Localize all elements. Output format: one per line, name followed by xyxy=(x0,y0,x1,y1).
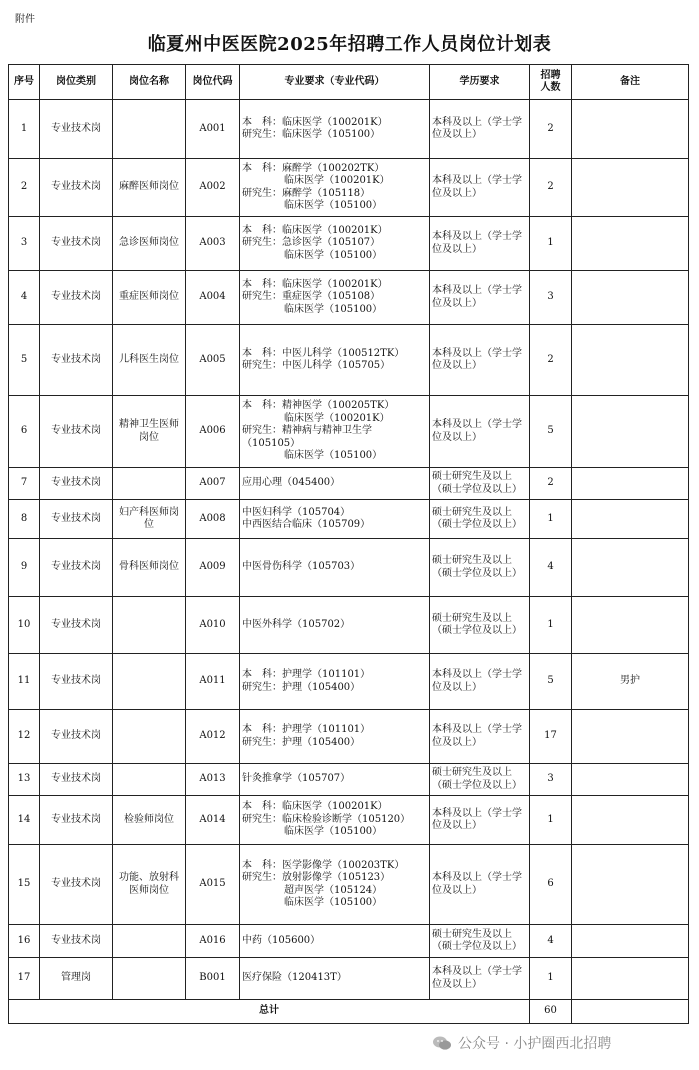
cell-count: 2 xyxy=(530,159,572,217)
major-line: 本 科：医学影像学（100203TK） xyxy=(242,859,405,871)
cell-name: 儿科医生岗位 xyxy=(113,325,186,396)
cell-name: 急诊医师岗位 xyxy=(113,217,186,271)
cell-seq: 8 xyxy=(9,500,40,539)
cell-major xyxy=(240,468,430,500)
cell-code: A012 xyxy=(186,710,240,764)
cell-type: 专业技术岗 xyxy=(40,845,113,925)
cell-major xyxy=(240,764,430,796)
total-label: 总计 xyxy=(9,1000,530,1024)
major-line: 研究生：精神病与精神卫生学 xyxy=(242,425,372,437)
edu-line: （硕士学位及以上） xyxy=(432,779,522,791)
major-line: 本 科：精神医学（100205TK） xyxy=(242,400,395,412)
cell-type: 专业技术岗 xyxy=(40,539,113,597)
header-seq: 序号 xyxy=(9,65,40,100)
cell-count: 2 xyxy=(530,468,572,500)
major-line: 研究生：临床检验诊断学（105120） xyxy=(242,813,411,825)
cell-code: B001 xyxy=(186,958,240,1000)
cell-edu xyxy=(430,539,530,597)
cell-note xyxy=(572,845,689,925)
major-line: 临床医学（105100） xyxy=(284,303,383,315)
cell-edu xyxy=(430,271,530,325)
watermark-text: 公众号 · 小护圈西北招聘 xyxy=(458,1036,612,1052)
cell-type: 管理岗 xyxy=(40,958,113,1000)
cell-name xyxy=(113,710,186,764)
cell-note xyxy=(572,597,689,654)
cell-major xyxy=(240,796,430,845)
major-line: 临床医学（105100） xyxy=(284,450,383,462)
cell-name: 重症医师岗位 xyxy=(113,271,186,325)
cell-seq: 17 xyxy=(9,958,40,1000)
cell-count: 4 xyxy=(530,925,572,958)
cell-seq: 13 xyxy=(9,764,40,796)
cell-edu xyxy=(430,159,530,217)
edu-line: 位及以上） xyxy=(432,243,482,255)
cell-type: 专业技术岗 xyxy=(40,710,113,764)
cell-major xyxy=(240,325,430,396)
cell-name: 骨科医师岗位 xyxy=(113,539,186,597)
cell-code: A002 xyxy=(186,159,240,217)
cell-edu xyxy=(430,845,530,925)
major-line: 本 科：护理学（101101） xyxy=(242,669,371,680)
edu-line: 本科及以上（学士学 xyxy=(432,347,522,359)
cell-code: A009 xyxy=(186,539,240,597)
edu-line: 位及以上） xyxy=(432,297,482,309)
cell-major xyxy=(240,845,430,925)
cell-code: A007 xyxy=(186,468,240,500)
cell-note xyxy=(572,468,689,500)
cell-code: A005 xyxy=(186,325,240,396)
cell-type: 专业技术岗 xyxy=(40,500,113,539)
total-count: 60 xyxy=(530,1000,572,1024)
table-row xyxy=(9,325,689,396)
cell-count: 5 xyxy=(530,396,572,468)
major-line: 研究生：护理（105400） xyxy=(242,681,361,693)
cell-seq: 11 xyxy=(9,654,40,710)
table-row xyxy=(9,500,689,539)
cell-type: 专业技术岗 xyxy=(40,654,113,710)
edu-line: 位及以上） xyxy=(432,187,482,199)
cell-note xyxy=(572,710,689,764)
major-line: 研究生：急诊医学（105107） xyxy=(242,237,381,249)
major-line: 研究生：重症医学（105108） xyxy=(242,291,381,303)
edu-line: 本科及以上（学士学 xyxy=(432,419,522,430)
cell-edu xyxy=(430,796,530,845)
cell-edu xyxy=(430,925,530,958)
cell-edu xyxy=(430,654,530,710)
cell-code: A008 xyxy=(186,500,240,539)
cell-count: 1 xyxy=(530,796,572,845)
table-row xyxy=(9,468,689,500)
major-line: 本 科：中医儿科学（100512TK） xyxy=(242,347,405,359)
cell-major xyxy=(240,597,430,654)
cell-name: 麻醉医师岗位 xyxy=(113,159,186,217)
table-row xyxy=(9,845,689,925)
cell-seq: 5 xyxy=(9,325,40,396)
cell-name xyxy=(113,764,186,796)
major-line: 研究生：临床医学（105100） xyxy=(242,129,381,140)
edu-line: （硕士学位及以上） xyxy=(432,519,522,530)
cell-name xyxy=(113,100,186,159)
cell-type: 专业技术岗 xyxy=(40,100,113,159)
cell-seq: 2 xyxy=(9,159,40,217)
cell-name: 妇产科医师岗位 xyxy=(113,500,186,539)
cell-count: 1 xyxy=(530,217,572,271)
cell-code: A011 xyxy=(186,654,240,710)
cell-count: 2 xyxy=(530,100,572,159)
edu-line: 硕士研究生及以上 xyxy=(432,471,512,482)
cell-count: 1 xyxy=(530,597,572,654)
major-line: 中医外科学（105702） xyxy=(242,618,351,630)
cell-count: 5 xyxy=(530,654,572,710)
cell-type: 专业技术岗 xyxy=(40,217,113,271)
cell-major xyxy=(240,539,430,597)
table-row xyxy=(9,100,689,159)
wechat-icon xyxy=(432,1035,452,1051)
table-row xyxy=(9,764,689,796)
cell-name xyxy=(113,654,186,710)
cell-edu xyxy=(430,468,530,500)
cell-seq: 6 xyxy=(9,396,40,468)
cell-note xyxy=(572,539,689,597)
edu-line: 本科及以上（学士学 xyxy=(432,966,522,977)
cell-code: A003 xyxy=(186,217,240,271)
cell-edu xyxy=(430,396,530,468)
cell-type: 专业技术岗 xyxy=(40,468,113,500)
cell-note xyxy=(572,271,689,325)
edu-line: （硕士学位及以上） xyxy=(432,941,522,952)
major-line: 中西医结合临床（105709） xyxy=(242,519,371,530)
cell-edu xyxy=(430,325,530,396)
cell-seq: 10 xyxy=(9,597,40,654)
cell-major xyxy=(240,159,430,217)
table-row xyxy=(9,654,689,710)
page-title: 临夏州中医医院2025年招聘工作人员岗位计划表 xyxy=(147,34,552,55)
cell-code: A013 xyxy=(186,764,240,796)
major-line: 临床医学（105100） xyxy=(284,826,383,838)
cell-note xyxy=(572,325,689,396)
edu-line: 本科及以上（学士学 xyxy=(432,669,522,680)
edu-line: 硕士研究生及以上 xyxy=(432,767,512,778)
major-line: 临床医学（105100） xyxy=(284,200,383,211)
attachment-label: 附件 xyxy=(15,14,35,25)
cell-count: 4 xyxy=(530,539,572,597)
cell-count: 3 xyxy=(530,271,572,325)
header-name: 岗位名称 xyxy=(113,65,186,100)
cell-major xyxy=(240,217,430,271)
edu-line: 位及以上） xyxy=(432,978,482,990)
cell-code: A015 xyxy=(186,845,240,925)
major-line: 中医妇科学（105704） xyxy=(242,506,351,518)
edu-line: 位及以上） xyxy=(432,884,482,896)
cell-major xyxy=(240,958,430,1000)
header-code: 岗位代码 xyxy=(186,65,240,100)
cell-name xyxy=(113,468,186,500)
edu-line: 硕士研究生及以上 xyxy=(432,555,512,566)
table-row xyxy=(9,597,689,654)
edu-line: 本科及以上（学士学 xyxy=(432,285,522,296)
header-note: 备注 xyxy=(572,65,689,100)
major-line: 本 科：麻醉学（100202TK） xyxy=(242,162,385,174)
edu-line: 硕士研究生及以上 xyxy=(432,612,512,624)
cell-code: A010 xyxy=(186,597,240,654)
cell-type: 专业技术岗 xyxy=(40,597,113,654)
cell-edu xyxy=(430,500,530,539)
cell-name xyxy=(113,597,186,654)
edu-line: 位及以上） xyxy=(432,736,482,748)
watermark xyxy=(432,1031,694,1055)
table-row xyxy=(9,159,689,217)
cell-code: A016 xyxy=(186,925,240,958)
major-line: 本 科：临床医学（100201K） xyxy=(242,116,388,128)
cell-major xyxy=(240,500,430,539)
cell-major xyxy=(240,396,430,468)
cell-count: 2 xyxy=(530,325,572,396)
cell-code: A014 xyxy=(186,796,240,845)
table-header-row xyxy=(9,65,689,100)
cell-seq: 1 xyxy=(9,100,40,159)
cell-major xyxy=(240,654,430,710)
cell-type: 专业技术岗 xyxy=(40,159,113,217)
table-row xyxy=(9,396,689,468)
cell-seq: 12 xyxy=(9,710,40,764)
cell-count: 3 xyxy=(530,764,572,796)
cell-count: 1 xyxy=(530,958,572,1000)
edu-line: 位及以上） xyxy=(432,129,482,140)
major-line: 研究生：放射影像学（105123） xyxy=(242,872,391,883)
cell-note xyxy=(572,925,689,958)
cell-type: 专业技术岗 xyxy=(40,271,113,325)
cell-name: 精神卫生医师岗位 xyxy=(113,396,186,468)
major-line: 中医骨伤科学（105703） xyxy=(242,561,361,573)
cell-note xyxy=(572,217,689,271)
cell-edu xyxy=(430,597,530,654)
edu-line: 本科及以上（学士学 xyxy=(432,872,522,883)
cell-major xyxy=(240,271,430,325)
major-line: 应用心理（045400） xyxy=(242,477,341,489)
cell-seq: 4 xyxy=(9,271,40,325)
major-line: 中药（105600） xyxy=(242,934,321,946)
cell-code: A004 xyxy=(186,271,240,325)
table-row xyxy=(9,796,689,845)
cell-major xyxy=(240,710,430,764)
edu-line: 位及以上） xyxy=(432,681,482,693)
cell-seq: 9 xyxy=(9,539,40,597)
header-major: 专业要求（专业代码） xyxy=(240,65,430,100)
cell-note xyxy=(572,396,689,468)
table-row xyxy=(9,925,689,958)
cell-count: 17 xyxy=(530,710,572,764)
table-row xyxy=(9,217,689,271)
edu-line: 硕士研究生及以上 xyxy=(432,928,512,940)
recruitment-table xyxy=(8,64,689,1024)
edu-line: 位及以上） xyxy=(432,431,482,443)
edu-line: 本科及以上（学士学 xyxy=(432,116,522,128)
cell-count: 1 xyxy=(530,500,572,539)
edu-line: 位及以上） xyxy=(432,820,482,831)
cell-note xyxy=(572,100,689,159)
cell-note xyxy=(572,159,689,217)
cell-name xyxy=(113,958,186,1000)
cell-edu xyxy=(430,100,530,159)
cell-edu xyxy=(430,958,530,1000)
cell-name xyxy=(113,925,186,958)
header-count-line2: 人数 xyxy=(540,82,561,93)
cell-type: 专业技术岗 xyxy=(40,396,113,468)
edu-line: （硕士学位及以上） xyxy=(432,483,522,495)
major-line: 针灸推拿学（105707） xyxy=(242,773,351,785)
cell-seq: 7 xyxy=(9,468,40,500)
major-line: 本 科：护理学（101101） xyxy=(242,724,371,735)
cell-note xyxy=(572,500,689,539)
edu-line: 位及以上） xyxy=(432,360,482,371)
edu-line: （硕士学位及以上） xyxy=(432,625,522,636)
major-line: 临床医学（105100） xyxy=(284,249,383,261)
table-row xyxy=(9,271,689,325)
cell-code: A006 xyxy=(186,396,240,468)
cell-seq: 16 xyxy=(9,925,40,958)
edu-line: 硕士研究生及以上 xyxy=(432,506,512,518)
cell-major xyxy=(240,925,430,958)
major-line: 超声医学（105124） xyxy=(284,884,383,896)
edu-line: 本科及以上（学士学 xyxy=(432,724,522,735)
header-edu: 学历要求 xyxy=(430,65,530,100)
total-row xyxy=(9,1000,689,1024)
edu-line: 本科及以上（学士学 xyxy=(432,231,522,242)
header-count-line1: 招聘 xyxy=(540,69,561,81)
edu-line: （硕士学位及以上） xyxy=(432,567,522,579)
major-line: 研究生：护理（105400） xyxy=(242,736,361,748)
cell-seq: 14 xyxy=(9,796,40,845)
cell-edu xyxy=(430,217,530,271)
total-note xyxy=(572,1000,689,1024)
cell-seq: 15 xyxy=(9,845,40,925)
major-line: 本 科：临床医学（100201K） xyxy=(242,224,388,236)
major-line: 研究生：中医儿科学（105705） xyxy=(242,360,391,371)
major-line: 本 科：临床医学（100201K） xyxy=(242,801,388,813)
cell-name: 功能、放射科医师岗位 xyxy=(113,845,186,925)
cell-edu xyxy=(430,710,530,764)
major-line: 临床医学（100201K） xyxy=(284,412,390,424)
major-line: 研究生：麻醉学（105118） xyxy=(242,187,371,199)
cell-edu xyxy=(430,764,530,796)
header-type: 岗位类别 xyxy=(40,65,113,100)
cell-count: 6 xyxy=(530,845,572,925)
cell-type: 专业技术岗 xyxy=(40,325,113,396)
header-count xyxy=(530,65,572,100)
cell-seq: 3 xyxy=(9,217,40,271)
cell-note xyxy=(572,796,689,845)
table-row xyxy=(9,710,689,764)
cell-note xyxy=(572,958,689,1000)
cell-type: 专业技术岗 xyxy=(40,764,113,796)
cell-type: 专业技术岗 xyxy=(40,925,113,958)
table-row xyxy=(9,539,689,597)
cell-note xyxy=(572,764,689,796)
cell-note: 男护 xyxy=(572,654,689,710)
major-line: 临床医学（100201K） xyxy=(284,175,390,186)
cell-major xyxy=(240,100,430,159)
edu-line: 本科及以上（学士学 xyxy=(432,175,522,186)
table-row xyxy=(9,958,689,1000)
edu-line: 本科及以上（学士学 xyxy=(432,807,522,819)
cell-code: A001 xyxy=(186,100,240,159)
cell-name: 检验师岗位 xyxy=(113,796,186,845)
major-line: （105105） xyxy=(242,437,301,449)
major-line: 医疗保险（120413T） xyxy=(242,972,347,984)
major-line: 本 科：临床医学（100201K） xyxy=(242,278,388,290)
cell-type: 专业技术岗 xyxy=(40,796,113,845)
major-line: 临床医学（105100） xyxy=(284,897,383,908)
